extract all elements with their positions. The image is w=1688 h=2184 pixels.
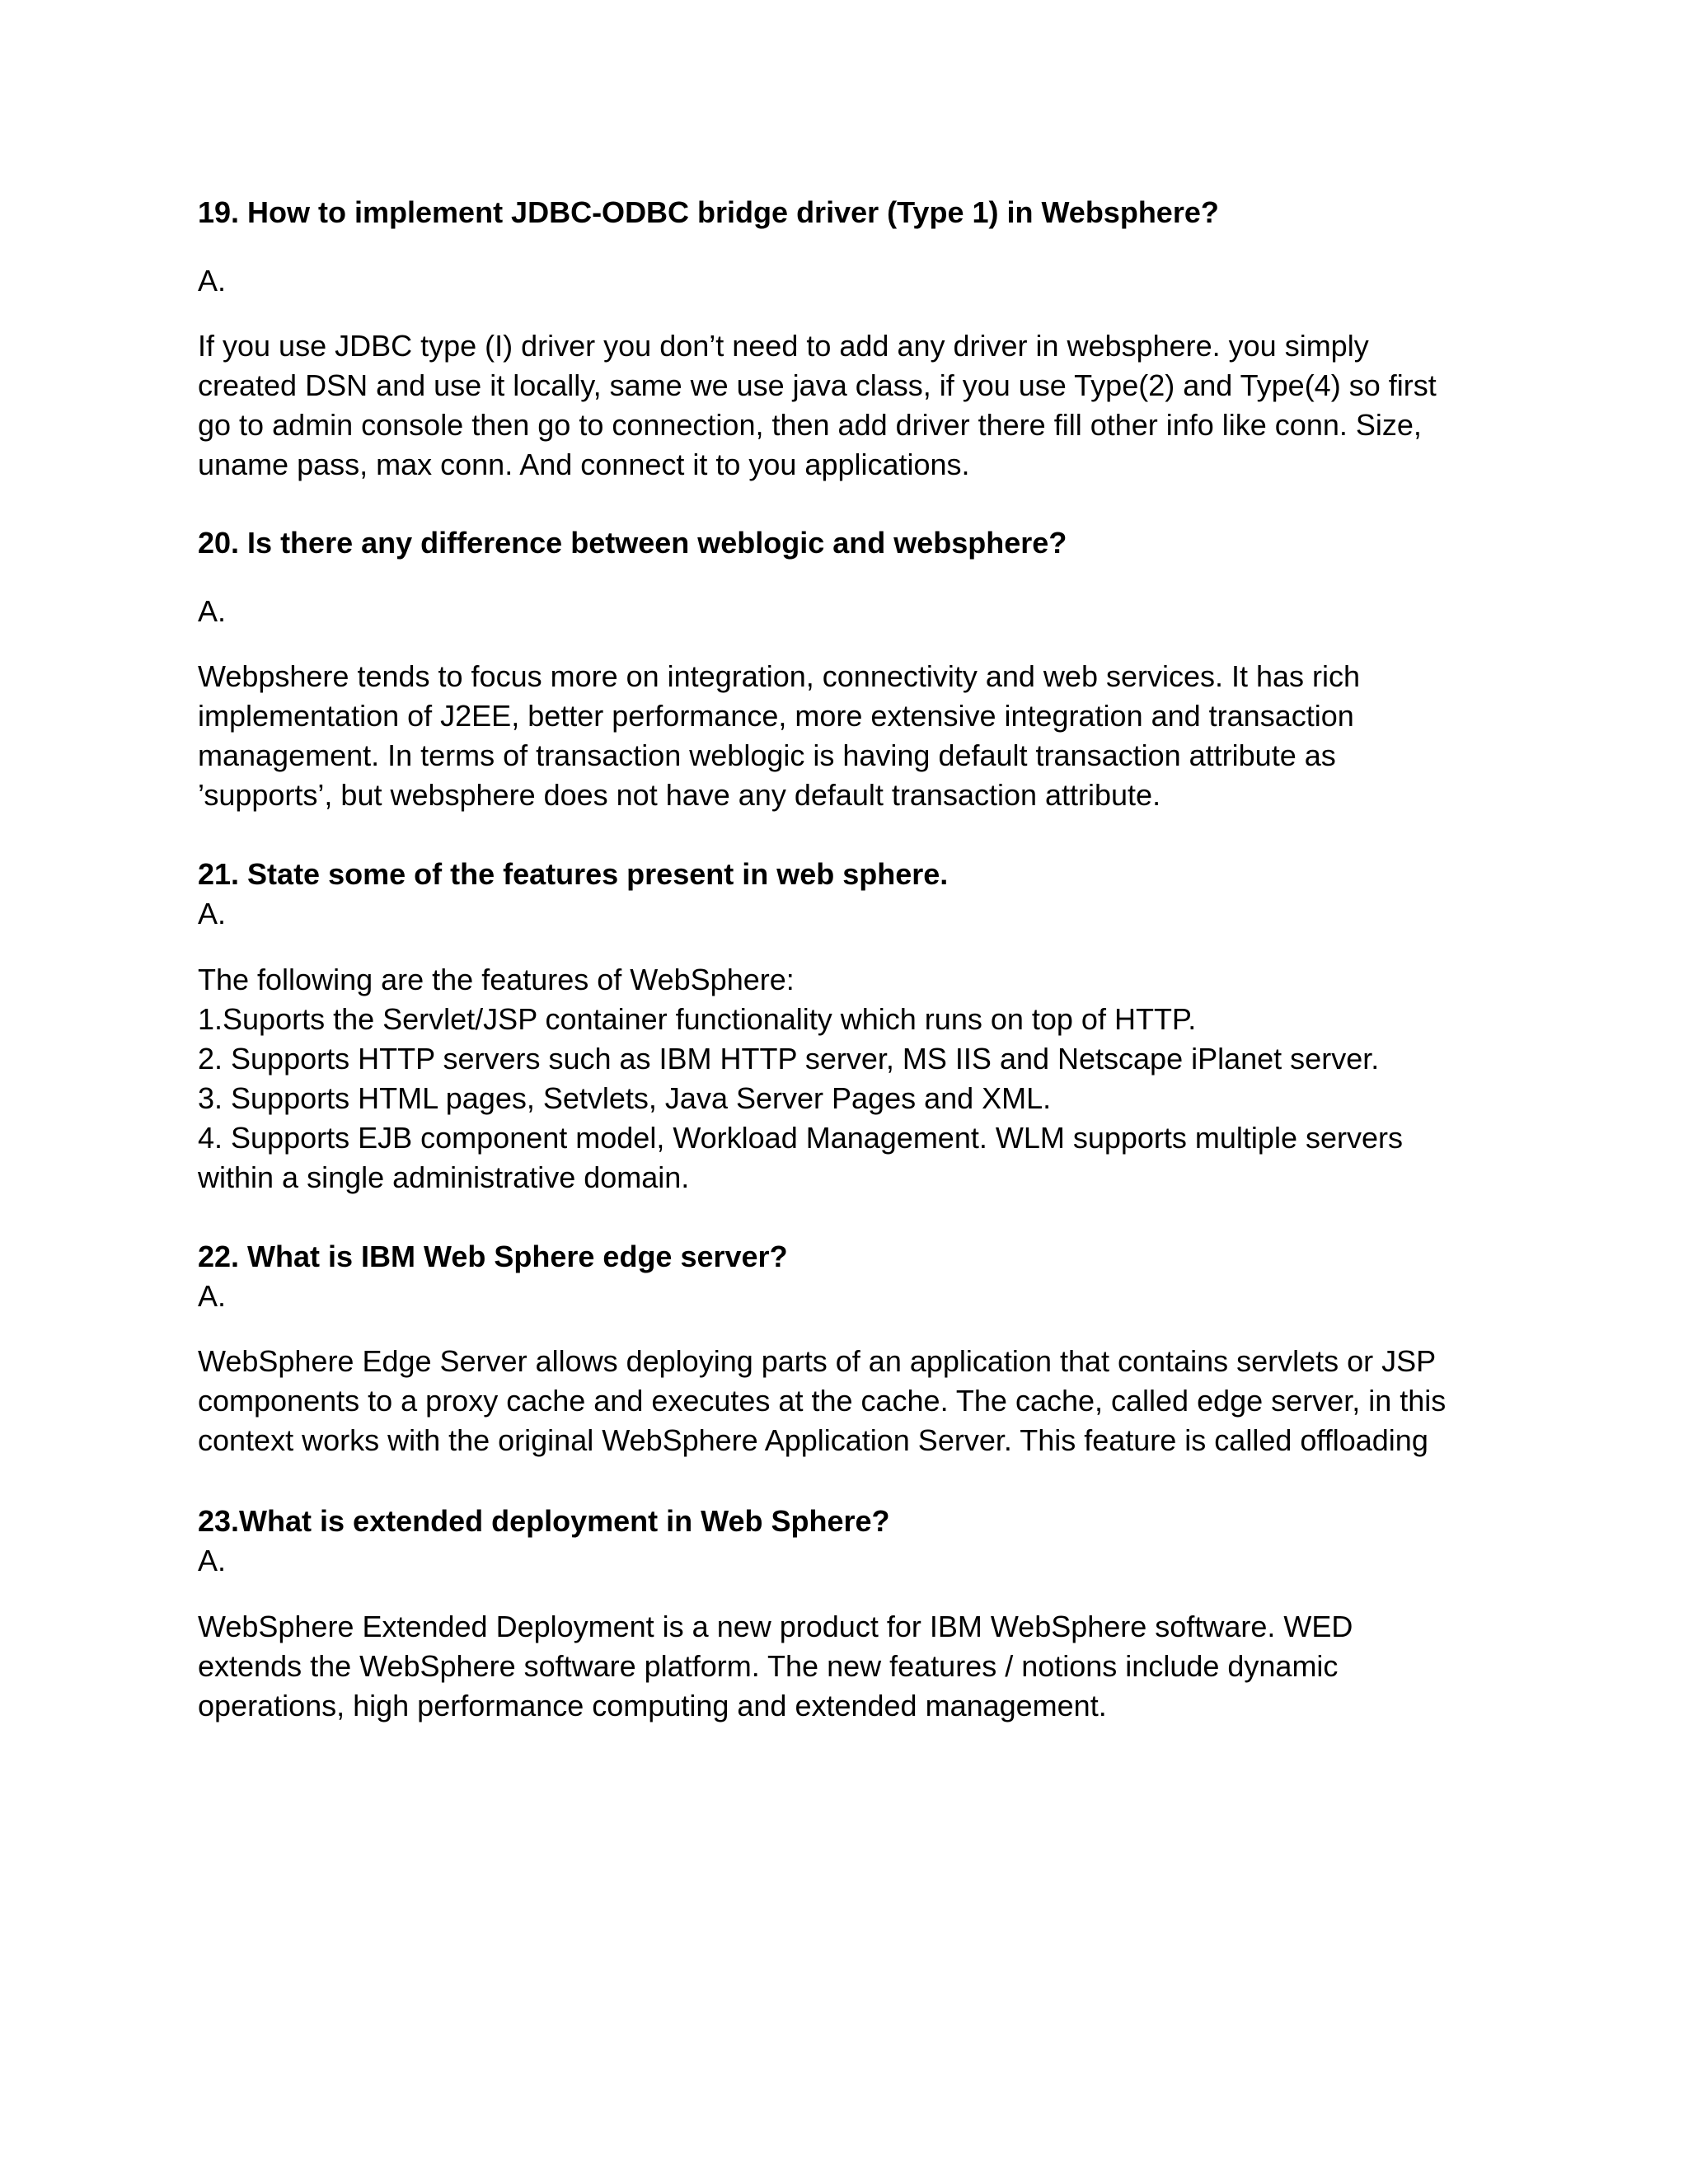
answer-line: within a single administrative domain. bbox=[198, 1160, 690, 1194]
answer-line: management. In terms of transaction weblogic is having default transaction attribute as bbox=[198, 738, 1336, 772]
question-heading: 21. State some of the features present in web sphere. bbox=[198, 857, 949, 891]
answer-label: A. bbox=[198, 1279, 227, 1313]
answer-line: operations, high performance computing and extended management. bbox=[198, 1689, 1107, 1722]
answer-line: components to a proxy cache and executes at the cache. The cache, called edge server, in this bbox=[198, 1384, 1447, 1418]
answer-line: WebSphere Extended Deployment is a new product for IBM WebSphere software. WED bbox=[198, 1610, 1353, 1643]
answer-line: implementation of J2EE, better performance, more extensive integration and transaction bbox=[198, 699, 1354, 733]
answer-line: The following are the features of WebSphere: bbox=[198, 963, 795, 996]
answer-line: uname pass, max conn. And connect it to you applications. bbox=[198, 448, 970, 481]
answer-line: Webpshere tends to focus more on integration, connectivity and web services. It has rich bbox=[198, 659, 1361, 693]
answer-line: 4. Supports EJB component model, Workload Management. WLM supports multiple servers bbox=[198, 1121, 1403, 1155]
answer-line: context works with the original WebSphere Application Server. This feature is called offloading bbox=[198, 1423, 1428, 1457]
question-heading: 19. How to implement JDBC-ODBC bridge driver (Type 1) in Websphere? bbox=[198, 195, 1219, 229]
answer-line: If you use JDBC type (I) driver you don’t need to add any driver in websphere. you simply bbox=[198, 329, 1369, 363]
question-heading: 23.What is extended deployment in Web Sphere? bbox=[198, 1504, 890, 1538]
answer-label: A. bbox=[198, 594, 227, 628]
answer-label: A. bbox=[198, 897, 227, 930]
answer-line: 2. Supports HTTP servers such as IBM HTTP server, MS IIS and Netscape iPlanet server. bbox=[198, 1042, 1380, 1076]
answer-line: ’supports’, but websphere does not have any default transaction attribute. bbox=[198, 778, 1161, 812]
question-heading: 22. What is IBM Web Sphere edge server? bbox=[198, 1240, 788, 1273]
answer-line: created DSN and use it locally, same we use java class, if you use Type(2) and Type(4) so first bbox=[198, 368, 1437, 402]
answer-label: A. bbox=[198, 1544, 227, 1577]
answer-line: go to admin console then go to connection, then add driver there fill other info like conn. Size, bbox=[198, 408, 1422, 442]
answer-line: 1.Suports the Servlet/JSP container functionality which runs on top of HTTP. bbox=[198, 1002, 1197, 1036]
answer-line: extends the WebSphere software platform. The new features / notions include dynamic bbox=[198, 1649, 1339, 1683]
answer-line: 3. Supports HTML pages, Setvlets, Java Server Pages and XML. bbox=[198, 1081, 1052, 1115]
answer-line: WebSphere Edge Server allows deploying parts of an application that contains servlets or JSP bbox=[198, 1344, 1437, 1378]
answer-label: A. bbox=[198, 264, 227, 298]
question-heading: 20. Is there any difference between weblogic and websphere? bbox=[198, 526, 1067, 560]
